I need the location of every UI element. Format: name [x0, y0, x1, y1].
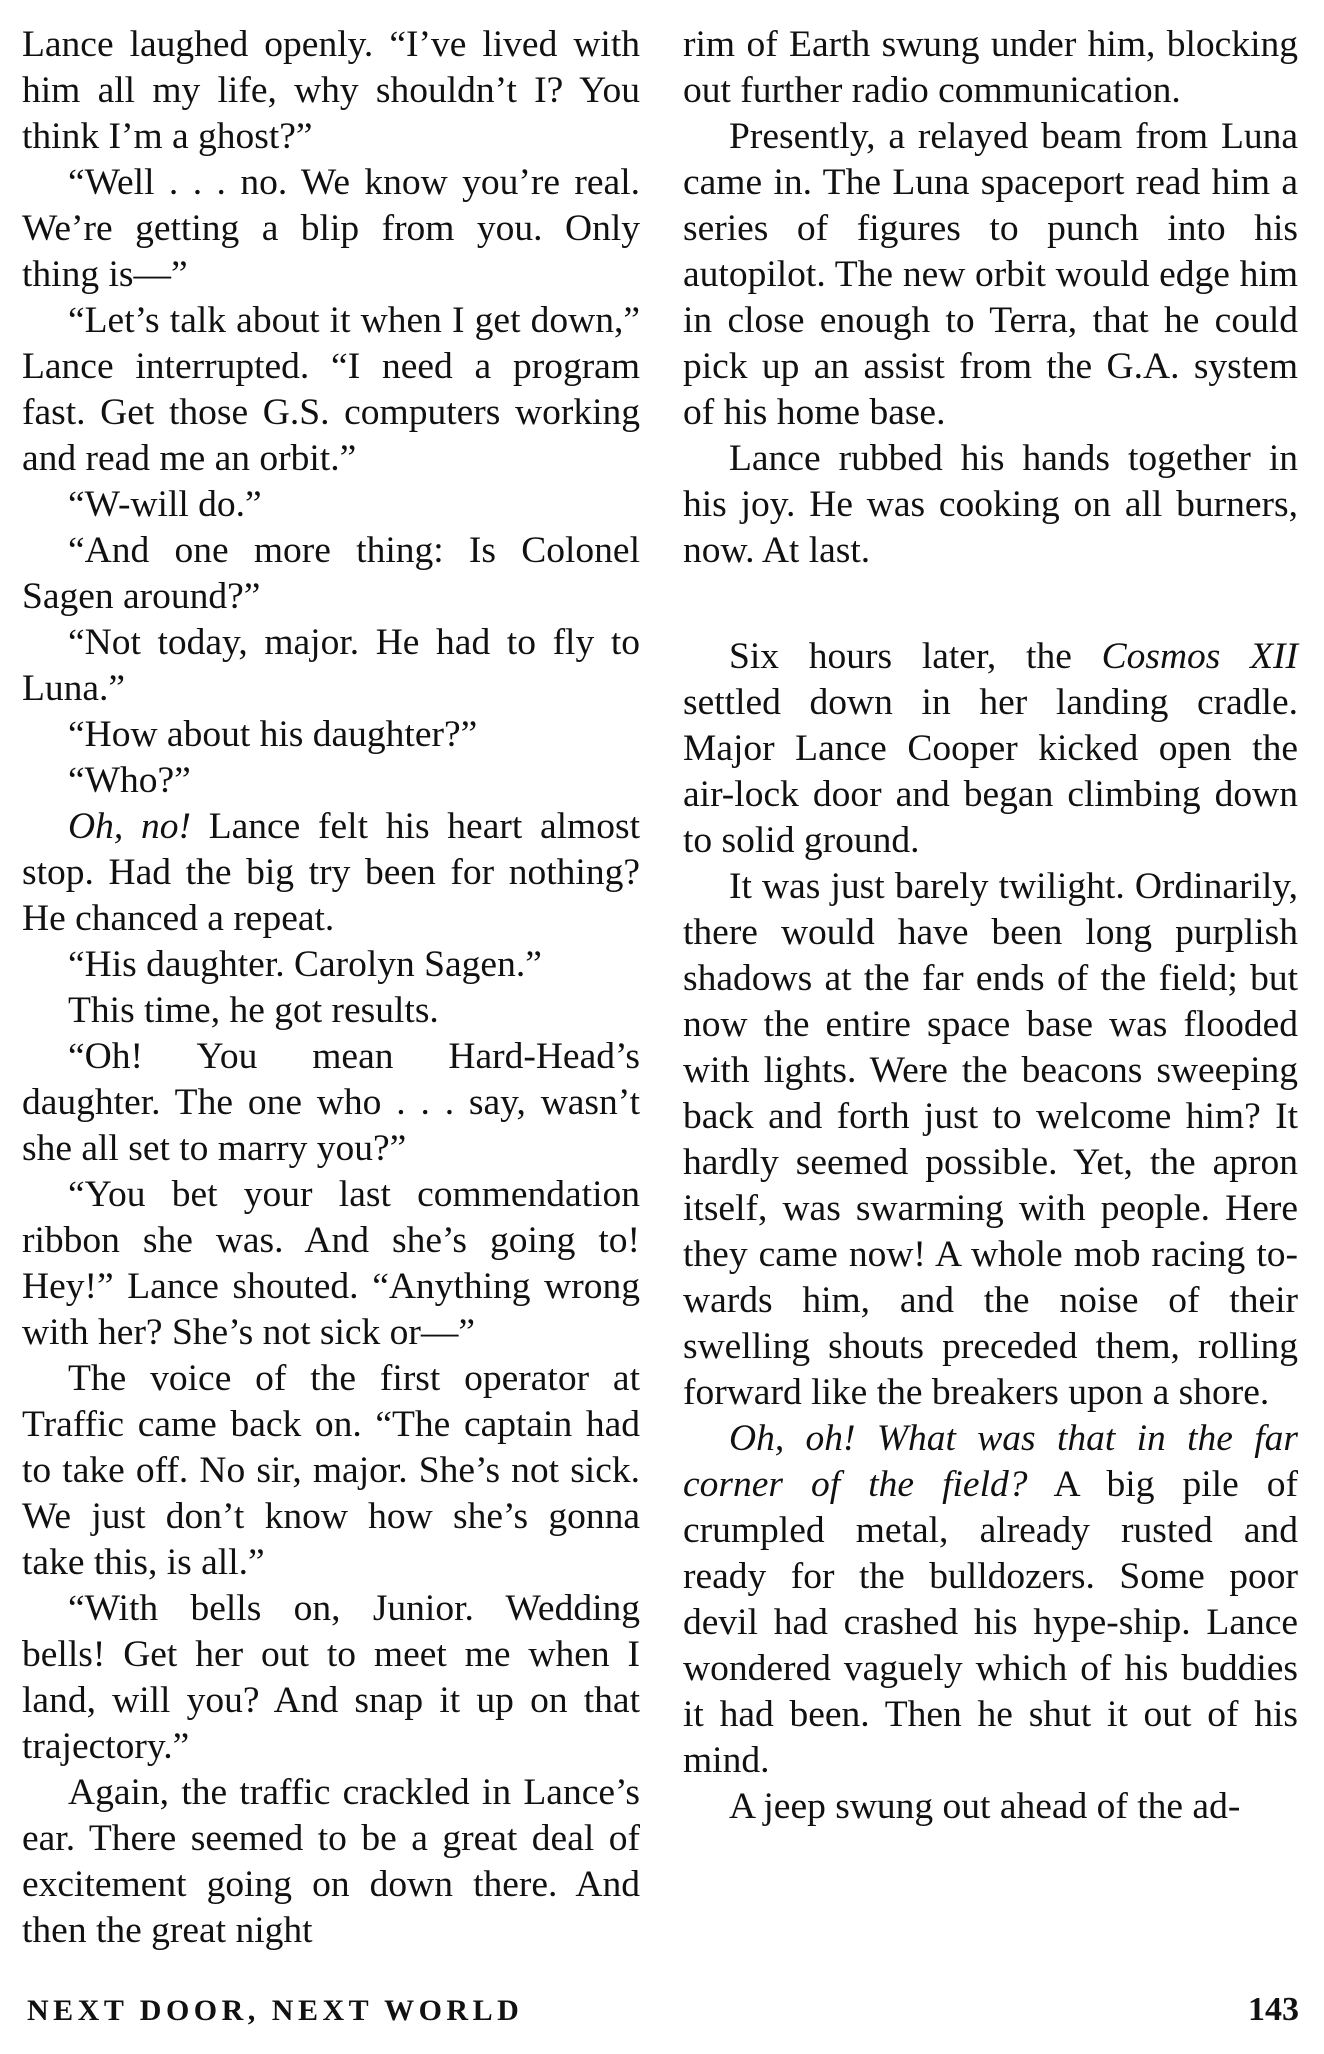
section-break-paragraph — [683, 634, 1298, 864]
paragraph — [22, 804, 640, 942]
paragraph: rim of Earth swung under him, blocking out further radio communication. — [683, 24, 1298, 111]
paragraph: “With bells on, Junior. Wedding bells! Get her out to meet me when I land, will you? And snap it up on that trajectory.” — [22, 1588, 640, 1767]
paragraph: “His daughter. Carolyn Sagen.” — [68, 944, 542, 985]
paragraph: This time, he got results. — [68, 990, 439, 1031]
paragraph: “And one more thing: Is Colonel Sagen around?” — [22, 530, 640, 617]
paragraph-text: A big pile of crumpled metal, already rusted and ready for the bulldozers. Some poor devil had crashed his hype-ship. Lance wondered vaguely which of his buddies it had been. Then he shut it out of his mind. — [683, 1464, 1299, 1781]
paragraph: “W-will do.” — [68, 484, 262, 525]
paragraph: A jeep swung out ahead of the ad- — [729, 1786, 1241, 1827]
paragraph-text: Six hours later, the — [729, 636, 1102, 677]
page-number: 143 — [1248, 1991, 1299, 2028]
italic-phrase: Oh, oh! What was that in the far corner of the field? — [683, 1418, 1298, 1505]
paragraph: “How about his daughter?” — [68, 714, 478, 755]
paragraph: “Not today, major. He had to fly to Luna.” — [22, 622, 640, 709]
paragraph: It was just barely twilight. Ordinarily, there would have been long purplish shadows at the far ends of the field; but now the entire space base was flooded with lights. Were the beacons sweeping back and forth just to welcome him? It hardly seemed possible. Yet, the apron itself, was swarming with people. Here they came now! A whole mob racing towards him, and the noise of their swelling shouts preceded them, rolling forward like the breakers upon a shore. — [683, 866, 1298, 1413]
left-text-column — [22, 22, 640, 1954]
paragraph: “Who?” — [68, 760, 191, 801]
italic-phrase: Oh, no! — [68, 806, 191, 847]
page-footer — [27, 1991, 1299, 2044]
paragraph: Presently, a relayed beam from Luna came in. The Luna spaceport read him a series of figures to punch into his autopilot. The new orbit would edge him in close enough to Terra, that he could pick up an assist from the G.A. system of his home base. — [683, 116, 1298, 433]
paragraph: Lance laughed openly. “I’ve lived with him all my life, why shouldn’t I? You think I’m a ghost?” — [22, 24, 640, 157]
paragraph-text: Lance felt his heart almost stop. Had the big try been for nothing? He chanced a repeat. — [22, 806, 640, 939]
ship-name: Cosmos XII — [1101, 636, 1298, 677]
paragraph: Again, the traffic crackled in Lance’s ear. There seemed to be a great deal of excitement going on down there. And then the great night — [22, 1772, 640, 1951]
running-head: NEXT DOOR, NEXT WORLD — [27, 1994, 524, 2027]
paragraph — [683, 1416, 1298, 1784]
right-text-column — [683, 22, 1298, 1830]
paragraph: “Well . . . no. We know you’re real. We’re getting a blip from you. Only thing is—” — [22, 162, 640, 295]
paragraph-text: settled down in her landing cradle. Major Lance Cooper kicked open the air-lock door and began climbing down to solid ground. — [683, 682, 1298, 861]
paragraph: Lance rubbed his hands together in his joy. He was cooking on all burners, now. At last. — [683, 438, 1298, 571]
paragraph: “Let’s talk about it when I get down,” Lance interrupted. “I need a program fast. Get those G.S. computers working and read me an orbit.” — [22, 300, 640, 479]
paragraph: “You bet your last commendation ribbon she was. And she’s going to! Hey!” Lance shouted. “Anything wrong with her? She’s not sick or—” — [22, 1174, 640, 1353]
paragraph: “Oh! You mean Hard-Head’s daughter. The one who . . . say, wasn’t she all set to marry you?” — [22, 1036, 640, 1169]
paragraph: The voice of the first operator at Traffic came back on. “The captain had to take off. No sir, major. She’s not sick. We just don’t know how she’s gonna take this, is all.” — [22, 1358, 640, 1583]
